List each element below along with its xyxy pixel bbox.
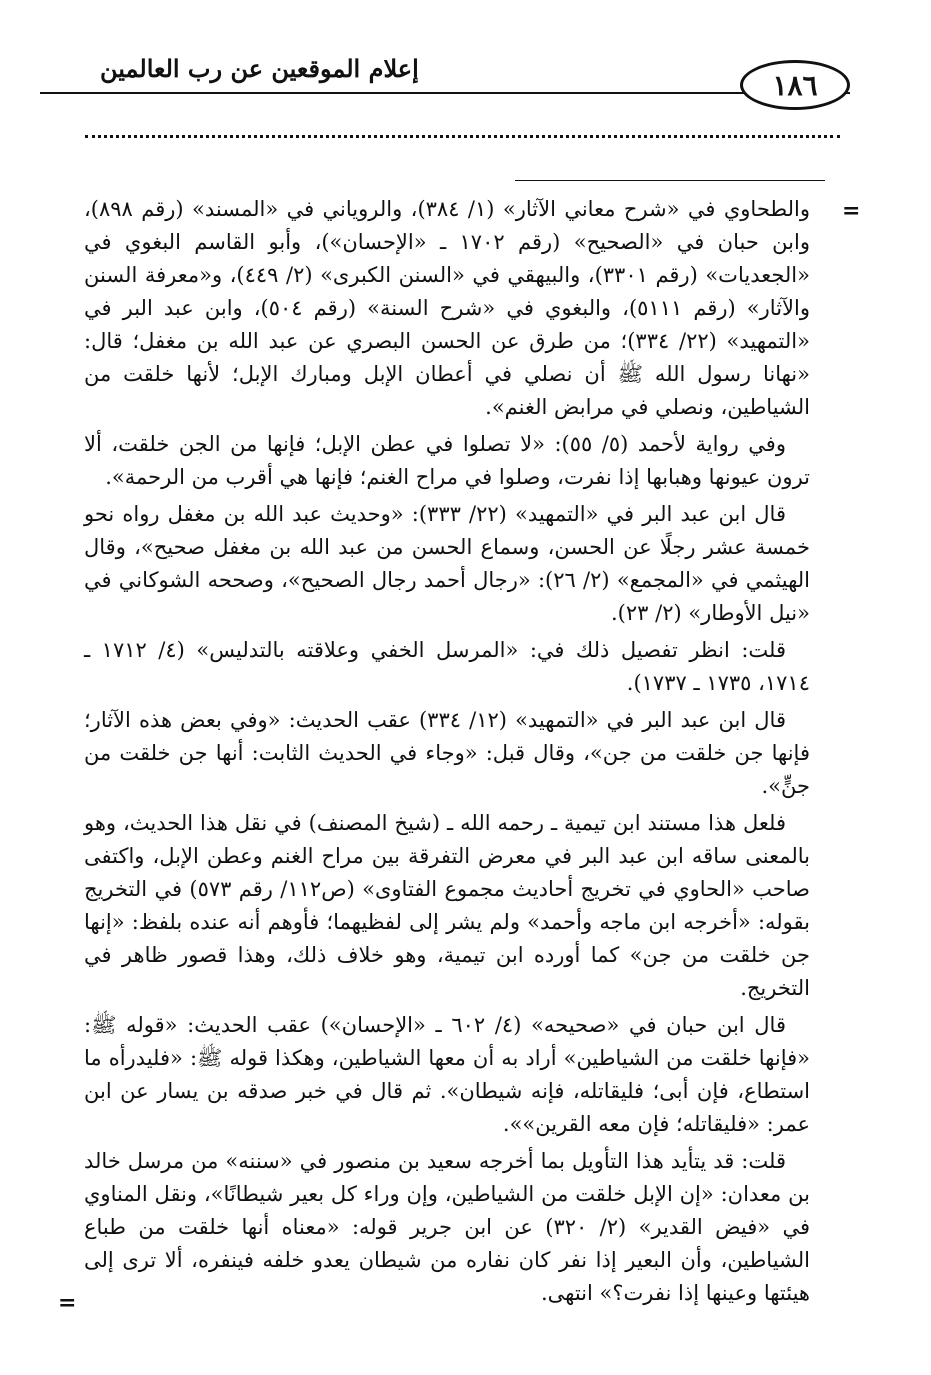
- footnote-paragraph: قال ابن عبد البر في «التمهيد» (١٢/ ٣٣٤) عقب الحديث: «وفي بعض هذه الآثار؛ فإنها جن خلقت من جن»، وقال قبل: «وجاء في الحديث الثابت: أنها جن خلقت من جنٍّ».: [84, 708, 810, 798]
- footnote-rule: [515, 180, 825, 181]
- header-rule: [40, 92, 850, 94]
- footnote-body: [84, 193, 810, 1314]
- continuation-mark-bottom: =: [58, 1290, 77, 1316]
- page-number: ١٨٦: [740, 60, 850, 110]
- footnote-paragraph: فلعل هذا مستند ابن تيمية ـ رحمه الله ـ (شيخ المصنف) في نقل هذا الحديث، وهو بالمعنى ساقه ابن عبد البر في معرض التفرقة بين مراح الغنم وعطن الإبل، واكتفى صاحب «الحاوي في تخريج أحاديث مجموع الفتاوى» (ص١١٢/ رقم ٥٧٣) في التخريج بقوله: «أخرجه ابن ماجه وأحمد» ولم يشر إلى لفظيهما؛ فأوهم أنه عنده بلفظ: «إنها جن خلقت من جن» كما أورده ابن تيمية، وهو خلاف ذلك، وهذا قصور ظاهر في التخريج.: [84, 811, 810, 1000]
- footnote-paragraph: قلت: قد يتأيد هذا التأويل بما أخرجه سعيد بن منصور في «سننه» من مرسل خالد بن معدان: «إن الإبل خلقت من الشياطين، وإن وراء كل بعير شيطانًا»، ونقل المناوي في «فيض القدير» (٢/ ٣٢٠) عن ابن جرير قوله: «معناه أنها خلقت من طباع الشياطين، وأن البعير إذا نفر كان نفاره من شيطان يعدو خلفه فينفره، ألا ترى إلى هيئتها وعينها إذا نفرت؟» انتهى.: [84, 1149, 810, 1305]
- footnote-paragraph: قال ابن عبد البر في «التمهيد» (٢٢/ ٣٣٣): «وحديث عبد الله بن مغفل رواه نحو خمسة عشر رجلًا عن الحسن، وسماع الحسن من عبد الله بن مغفل صحيح»، وقال الهيثمي في «المجمع» (٢/ ٢٦): «رجال أحمد رجال الصحيح»، وصححه الشوكاني في «نيل الأوطار» (٢/ ٢٣).: [84, 502, 810, 625]
- continuation-mark-top: =: [842, 198, 861, 224]
- footnote-paragraph: قلت: انظر تفصيل ذلك في: «المرسل الخفي وعلاقته بالتدليس» (٤/ ١٧١٢ ـ ١٧١٤، ١٧٣٥ ـ ١٧٣٧).: [84, 638, 810, 695]
- running-header: [40, 50, 850, 102]
- book-title: إعلام الموقعين عن رب العالمين: [100, 54, 419, 83]
- footnote-paragraph: والطحاوي في «شرح معاني الآثار» (١/ ٣٨٤)، والروياني في «المسند» (رقم ٨٩٨)، وابن حبان في «الصحيح» (رقم ١٧٠٢ ـ «الإحسان»)، وأبو القاسم البغوي في «الجعديات» (رقم ٣٣٠١)، والبيهقي في «السنن الكبرى» (٢/ ٤٤٩)، و«معرفة السنن والآثار» (رقم ٥١١١)، والبغوي في «شرح السنة» (رقم ٥٠٤)، وابن عبد البر في «التمهيد» (٢٢/ ٣٣٤)؛ من طرق عن الحسن البصري عن عبد الله بن مغفل؛ قال: «نهانا رسول الله ﷺ أن نصلي في أعطان الإبل ومبارك الإبل؛ لأنها خلقت من الشياطين، ونصلي في مرابض الغنم».: [84, 197, 810, 419]
- dotted-separator: [85, 135, 840, 138]
- footnote-paragraph: قال ابن حبان في «صحيحه» (٤/ ٦٠٢ ـ «الإحسان») عقب الحديث: «قوله ﷺ: «فإنها خلقت من الشياطين» أراد به أن معها الشياطين، وهكذا قوله ﷺ: «فليدرأه ما استطاع، فإن أبى؛ فليقاتله، فإنه شيطان». ثم قال في خبر صدقه بن يسار عن ابن عمر: «فليقاتله؛ فإن معه القرين»».: [84, 1013, 810, 1136]
- footnote-paragraph: وفي رواية لأحمد (٥/ ٥٥): «لا تصلوا في عطن الإبل؛ فإنها من الجن خلقت، ألا ترون عيونها وهبابها إذا نفرت، وصلوا في مراح الغنم؛ فإنها هي أقرب من الرحمة».: [84, 432, 810, 489]
